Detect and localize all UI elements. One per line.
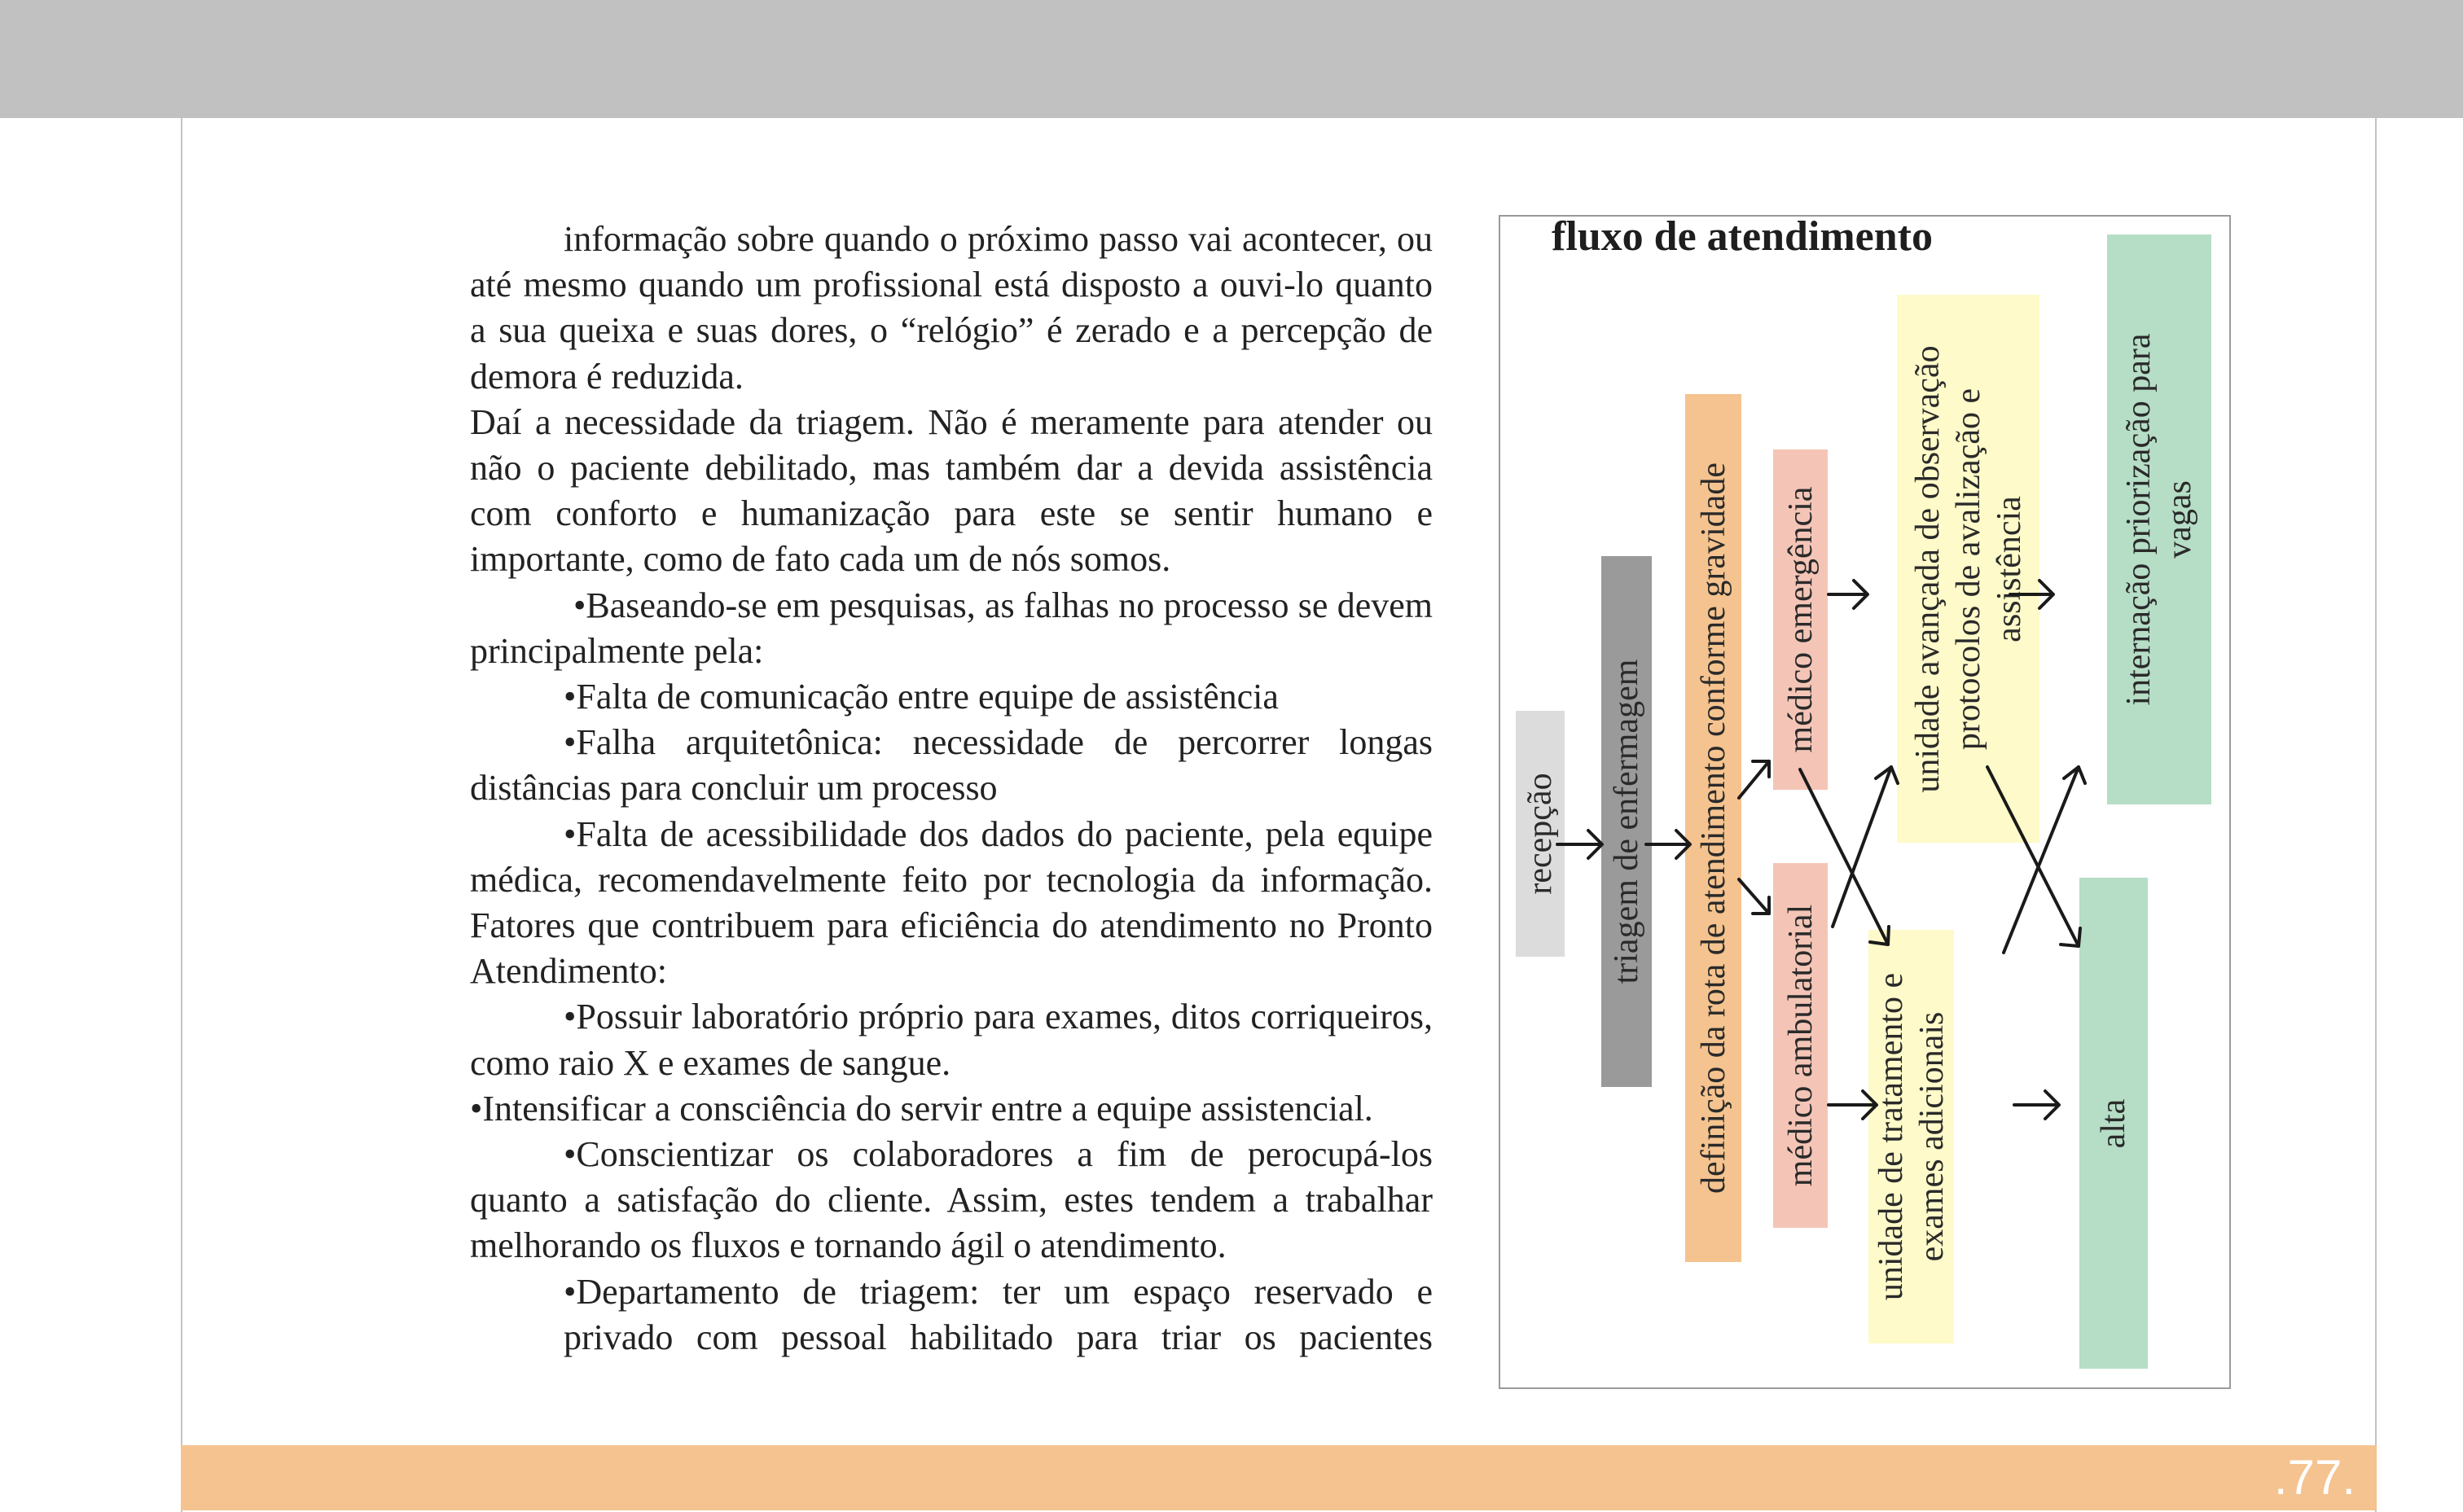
node-internacao-text: internação priorização para vagas	[2120, 333, 2198, 706]
node-unidade-tratamento	[1868, 930, 1954, 1343]
paragraph-1: informação sobre quando o próximo passo vai acontecer, ou até mesmo quando um profissional está disposto a ouvi-lo quanto a sua queixa e suas dores, o “relógio” é zerado e a percepção de demora é reduzida.	[470, 219, 1433, 397]
diagram-title: fluxo de atendimento	[1552, 213, 1933, 260]
node-unidade-avancada	[1897, 295, 2039, 843]
node-recepcao-label: recepção	[1521, 773, 1559, 895]
node-medico-emergencia	[1773, 449, 1828, 790]
node-unidade-avancada-label	[1908, 317, 2030, 822]
node-recepcao	[1516, 711, 1565, 957]
paragraph-7: •Possuir laboratório próprio para exames, ditos corriqueiros, como raio X e exames de sangue.	[470, 997, 1433, 1083]
node-medico-ambulatorial	[1773, 863, 1828, 1228]
node-alta-label: alta	[2095, 1098, 2132, 1148]
node-alta	[2079, 878, 2148, 1369]
node-definicao-rota	[1685, 394, 1741, 1262]
paragraph-2: Daí a necessidade da triagem. Não é meramente para atender ou não o paciente debilitado, mas também dar a devida assistência com conforto e humanização para este se sentir humano e importante, como de fato cada um de nós somos.	[470, 401, 1433, 580]
node-unidade-tratamento-label	[1871, 966, 1952, 1308]
node-unidade-tratamento-text: unidade de tratamento e exames adicionais	[1872, 972, 1951, 1301]
page-number: .77.	[2273, 1450, 2355, 1505]
node-internacao	[2107, 234, 2211, 804]
top-bar	[0, 0, 2463, 118]
paragraph-10: •Departamento de triagem: ter um espaço reservado e privado com pessoal habilitado para triar os pacientes	[564, 1271, 1433, 1357]
paragraph-6: •Falta de acessibilidade dos dados do paciente, pela equipe médica, recomendavelmente feito por tecnologia da informação. Fatores que contribuem para eficiência do atendimento no Pronto Atendimento:	[470, 813, 1433, 992]
node-definicao-rota-label: definição da rota de atendimento conforme gravidade	[1694, 462, 1732, 1194]
body-text	[470, 217, 1433, 1361]
paragraph-8: •Intensificar a consciência do servir entre a equipe assistencial.	[470, 1088, 1373, 1129]
paragraph-5: •Falha arquitetônica: necessidade de percorrer longas distâncias para concluir um processo	[470, 722, 1433, 809]
paragraph-4: •Falta de comunicação entre equipe de assistência	[564, 677, 1279, 717]
footer-bar	[181, 1445, 2377, 1510]
node-medico-ambulatorial-label: médico ambulatorial	[1781, 904, 1820, 1187]
paragraph-9: •Conscientizar os colaboradores a fim de perocupá-los quanto a satisfação do cliente. Assim, estes tendem a trabalhar melhorando os fluxos e tornando ágil o atendimento.	[470, 1134, 1433, 1266]
node-internacao-label	[2118, 291, 2200, 747]
node-unidade-avancada-text: unidade avançada de observação protocolos de avalização e assistência	[1908, 344, 2028, 793]
node-medico-emergencia-label: médico emergência	[1781, 486, 1820, 753]
paragraph-3: •Baseando-se em pesquisas, as falhas no processo se devem principalmente pela:	[470, 585, 1433, 671]
node-triagem	[1601, 556, 1652, 1087]
node-triagem-label: triagem de enfermagem	[1608, 659, 1645, 984]
